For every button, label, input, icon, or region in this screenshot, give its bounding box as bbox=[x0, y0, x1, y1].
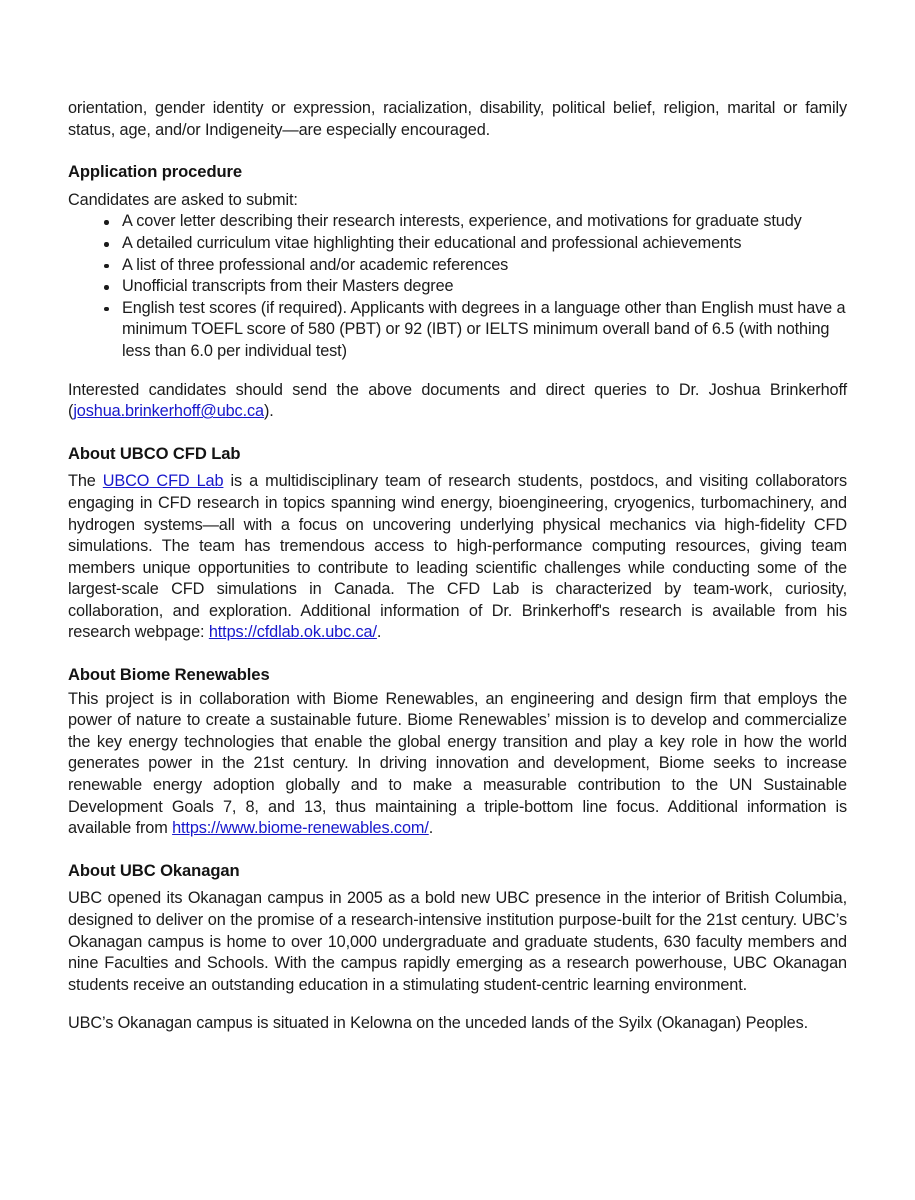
biome-suffix-text: . bbox=[428, 819, 434, 838]
list-item: A list of three professional and/or academic references bbox=[68, 255, 847, 277]
heading-application-procedure: Application procedure bbox=[68, 162, 242, 182]
spacer bbox=[68, 881, 847, 888]
list-item: Unofficial transcripts from their Masters degree bbox=[68, 276, 847, 298]
list-item: English test scores (if required). Applicants with degrees in a language other than English must have a minimum TOEFL score of 580 (PBT) or 92 (IBT) or IELTS minimum overall band of 6.5 (with nothing less than 6.0 per individual test) bbox=[68, 298, 847, 363]
intro-continued-paragraph: orientation, gender identity or expression, racialization, disability, political belief, religion, marital or family status, age, and/or Indigeneity—are especially encouraged. bbox=[68, 99, 847, 139]
spacer bbox=[68, 183, 847, 190]
cfd-lab-prefix-text: The bbox=[68, 472, 103, 491]
ubco-paragraph-2: UBC’s Okanagan campus is situated in Kelowna on the unceded lands of the Syilx (Okanagan) Peoples. bbox=[68, 1014, 809, 1033]
spacer bbox=[68, 464, 847, 471]
heading-about-biome-renewables: About Biome Renewables bbox=[68, 665, 270, 685]
ubco-cfd-lab-link[interactable]: UBCO CFD Lab bbox=[102, 472, 224, 491]
cfd-lab-body-text: is a multidisciplinary team of research students, postdocs, and visiting collaborators engaging in CFD research in topics spanning wind energy, bioengineering, cryogenics, turbomachinery, and hydrogen systems—all with a focus on uncovering underlying physical mechanics via high-fidelity CFD simulations. The team has tremendous access to high-performance computing resources, giving team members unique opportunities to contribute to leading scientific challenges while conducting some of the largest-scale CFD simulations in Canada. The CFD Lab is characterized by team-work, curiosity, collaboration, and exploration. Additional information of Dr. Brinkerhoff's research is available from his research webpage: bbox=[68, 472, 847, 642]
spacer bbox=[68, 363, 847, 380]
application-requirements-list bbox=[68, 211, 847, 362]
contact-suffix-text: ). bbox=[263, 402, 274, 421]
cfd-lab-suffix-text: . bbox=[376, 623, 382, 642]
spacer bbox=[68, 840, 847, 860]
spacer bbox=[68, 644, 847, 664]
spacer bbox=[68, 141, 847, 161]
spacer bbox=[68, 996, 847, 1013]
biome-paragraph bbox=[68, 689, 847, 840]
application-lead-in: Candidates are asked to submit: bbox=[68, 190, 298, 209]
biome-website-link[interactable]: https://www.biome-renewables.com/ bbox=[172, 819, 429, 838]
contact-prefix-text: Interested candidates should send the above documents and direct queries to Dr. Joshua Brinkerhoff ( bbox=[68, 380, 847, 421]
contact-email-link[interactable]: joshua.brinkerhoff@ubc.ca bbox=[73, 402, 264, 421]
cfd-lab-paragraph bbox=[68, 471, 847, 644]
spacer bbox=[68, 423, 847, 443]
contact-paragraph bbox=[68, 380, 847, 423]
biome-body-text: This project is in collaboration with Biome Renewables, an engineering and design firm that employs the power of nature to create a sustainable future. Biome Renewables’ mission is to develop and commercialize the key energy technologies that enable the global energy transition and play a key role in how the world generates power in the 21st century. In driving innovation and development, Biome seeks to increase renewable energy adoption globally and to make a measurable contribution to the UN Sustainable Development Goals 7, 8, and 13, thus maintaining a triple-bottom line focus. Additional information is available from bbox=[68, 689, 847, 838]
page-content bbox=[68, 98, 847, 1035]
list-item: A detailed curriculum vitae highlighting their educational and professional achievements bbox=[68, 233, 847, 255]
list-item: A cover letter describing their research interests, experience, and motivations for graduate study bbox=[68, 211, 847, 233]
heading-about-ubco-cfd-lab: About UBCO CFD Lab bbox=[68, 443, 241, 463]
heading-about-ubc-okanagan: About UBC Okanagan bbox=[68, 860, 240, 880]
ubco-paragraph-1: UBC opened its Okanagan campus in 2005 as a bold new UBC presence in the interior of British Columbia, designed to deliver on the promise of a research-intensive institution purpose-built for the 21st century. UBC’s Okanagan campus is home to over 10,000 undergraduate and graduate students, 630 faculty members and nine Faculties and Schools. With the campus rapidly emerging as a research powerhouse, UBC Okanagan students receive an outstanding education in a stimulating student-centric learning environment. bbox=[68, 889, 847, 994]
cfdlab-webpage-link[interactable]: https://cfdlab.ok.ubc.ca/ bbox=[208, 623, 377, 642]
